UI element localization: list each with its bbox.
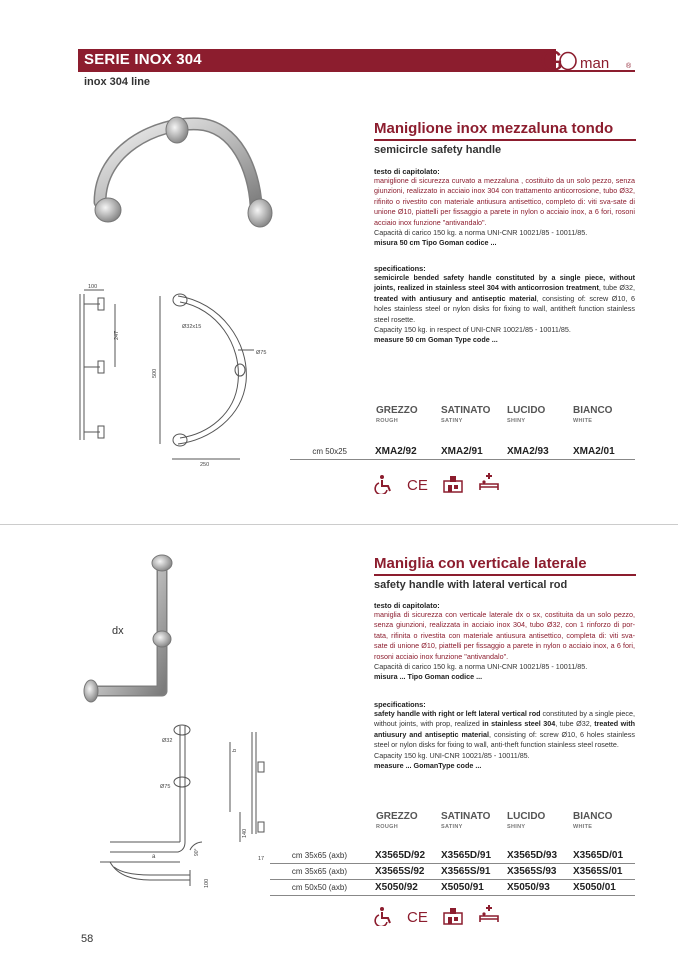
ce-mark-text: CE [407, 477, 428, 494]
product1-code-satinato: XMA2/91 [441, 446, 483, 457]
product2-spec-d: , tube Ø32, [555, 719, 595, 729]
product1-title: Maniglione inox mezzaluna tondo [374, 120, 614, 137]
dim-a: a [152, 854, 156, 860]
series-subtitle: inox 304 line [84, 76, 151, 88]
product1-cap-a: maniglione di sicurezza curvato a mezzaluna , costituito da un solo pezzo, senza giunzioni, realizzato in acciaio inox 304 con trattamento anticorrosione, tubo Ø32, rifinito o rivestito con materiale antiusura antisettico, completo di: viti sva-sate di unione Ø10, piattelli per fissaggio a parete in nylon o acciaio inox, a 6 fori, rosoni acciaio inox funzione "antivandalo". [374, 176, 635, 227]
product2-cap-text [374, 610, 635, 683]
product1-title-rule [374, 139, 636, 141]
finish-satinato-2: SATINATO [441, 811, 491, 822]
dim-500: 500 [152, 368, 158, 378]
page-number: 58 [81, 933, 94, 945]
wheelchair-icon-2 [373, 906, 395, 926]
product1-code-grezzo: XMA2/92 [375, 446, 417, 457]
dim-angle: 90° [194, 848, 200, 856]
product2-row1-satinato: X3565D/91 [441, 850, 492, 861]
product1-row-rule [290, 459, 635, 460]
product2-row2-grezzo: X3565S/92 [375, 866, 425, 877]
logo-letter-g: G [540, 45, 564, 76]
product1-subtitle: semicircle safety handle [374, 144, 502, 156]
finish-satinato-1: SATINATO [441, 405, 491, 416]
product2-title-rule [374, 574, 636, 576]
wheelchair-icon [373, 474, 395, 494]
product2-row3-rule [270, 895, 635, 896]
product2-row2-lucido: X3565S/93 [507, 866, 557, 877]
finish-satiny-1: SATINY [441, 418, 463, 424]
dx-label: dx [112, 625, 124, 637]
product2-row2-size: cm 35x65 (axb) [291, 867, 347, 876]
finish-shiny-2: SHINY [507, 824, 526, 830]
ce-mark-text-2: CE [407, 909, 428, 926]
dim-100-top: 100 [88, 284, 98, 290]
medical-bed-icon [478, 472, 500, 492]
product2-subtitle: safety handle with lateral vertical rod [374, 579, 568, 591]
finish-rough-1: ROUGH [376, 418, 398, 424]
finish-white-2: WHITE [573, 824, 593, 830]
product2-spec-e: treated with antiusury and antiseptic material [374, 719, 635, 739]
product2-drawing [90, 722, 285, 900]
product2-title: Maniglia con verticale laterale [374, 555, 587, 572]
product1-drawing [60, 282, 275, 467]
product2-spec-a: safety handle with right or left lateral vertical rod [374, 709, 541, 718]
logo-text-man: man [580, 55, 610, 72]
section-divider [0, 524, 678, 525]
product2-cap-c: misura ... Tipo Goman codice ... [374, 672, 483, 682]
product1-code-lucido: XMA2/93 [507, 446, 549, 457]
logo-registered: ® [626, 63, 632, 70]
dim-dia-2: Ø75 [160, 784, 171, 790]
product2-row3-satinato: X5050/91 [441, 882, 484, 893]
product2-spec-f: , consisting of: screw Ø10, 6 holes stainless steel or nylon disks for fixing to wall, anti-theft function stainless steel rosette. [374, 729, 635, 750]
hospital-icon-2 [442, 906, 464, 926]
dim-tube: Ø32x15 [182, 324, 202, 330]
product2-row1-grezzo: X3565D/92 [375, 850, 426, 861]
product2-row2-satinato: X3565S/91 [441, 866, 491, 877]
ce-mark-icon-2 [406, 906, 430, 926]
dim-247: 247 [114, 330, 120, 340]
product1-spec-e: Capacity 150 kg. in respect of UNI-CNR 10021/85 - 10011/85. [374, 325, 571, 335]
dim-dia: Ø75 [256, 350, 267, 356]
dim-140: 140 [242, 828, 248, 838]
finish-lucido-1: LUCIDO [507, 405, 546, 416]
product2-row1-rule [270, 863, 635, 864]
product1-code-bianco: XMA2/01 [573, 446, 615, 457]
product1-row-size: cm 50x25 [312, 447, 347, 456]
product2-row1-size: cm 35x65 (axb) [291, 851, 347, 860]
product2-spec-g: Capacity 150 kg. UNI-CNR 10021/85 - 10011/85. [374, 750, 530, 760]
dim-250: 250 [200, 462, 210, 467]
dim-b: b [232, 748, 238, 752]
finish-grezzo-2: GREZZO [376, 811, 418, 822]
goman-logo [538, 44, 638, 76]
finish-satiny-2: SATINY [441, 824, 463, 830]
product2-row1-lucido: X3565D/93 [507, 850, 558, 861]
series-title: SERIE INOX 304 [84, 51, 202, 68]
ce-mark-icon [406, 474, 430, 494]
finish-rough-2: ROUGH [376, 824, 398, 830]
product2-photo [78, 553, 190, 713]
product2-row3-lucido: X5050/93 [507, 882, 550, 893]
product2-row2-rule [270, 879, 635, 880]
hospital-icon [442, 474, 464, 494]
finish-lucido-2: LUCIDO [507, 811, 546, 822]
product1-cap-c: misura 50 cm Tipo Goman codice ... [374, 238, 497, 248]
product1-cap-b: Capacità di carico 150 kg. a norma UNI-CNR 10021/85 - 10011/85. [374, 228, 588, 238]
product1-spec-b: , tube Ø32, [598, 283, 635, 293]
product2-cap-b: Capacità di carico 150 kg. a norma UNI-CNR 10021/85 - 10011/85. [374, 662, 588, 672]
dim-17: 17 [258, 856, 265, 862]
product1-spec-d: , consisting of: screw Ø10, 6 holes stainless steel or nylon disks for fixing to wall, antitheft function stainless steel rosette. [374, 293, 635, 324]
finish-shiny-1: SHINY [507, 418, 526, 424]
finish-grezzo-1: GREZZO [376, 405, 418, 416]
product2-row1-bianco: X3565D/01 [573, 850, 624, 861]
product2-spec-c: in stainless steel 304 [482, 719, 556, 729]
product1-spec-c: treated with antiusury and antiseptic material [374, 293, 537, 303]
product2-row3-size: cm 50x50 (axb) [291, 883, 347, 892]
product2-spec-b: constituted by a single piece, without joints, with prop, realized [374, 709, 636, 729]
product1-photo [86, 110, 281, 250]
product1-cap-text [374, 176, 635, 249]
product1-spec-f: measure 50 cm Goman Type code ... [374, 335, 498, 345]
product2-cap-a: maniglia di sicurezza con verticale laterale dx o sx, costituita da un solo pezzo, senza giunzioni, realizzata in acciaio inox 304, tubo Ø32, con 1 rinforzo di por-tata, rifinita o rivestita con materiale antiusura antisettico, completa di: viti sva-sate di unione Ø10, piattelli per fissaggio a parete in nylon o acciaio inox, a 6 fori, rosoni acciaio inox funzione "antivandalo". [374, 610, 635, 661]
product2-row3-bianco: X5050/01 [573, 882, 616, 893]
product2-cap-head: testo di capitolato: [374, 601, 440, 610]
finish-bianco-2: BIANCO [573, 811, 613, 822]
product1-cap-head: testo di capitolato: [374, 167, 440, 176]
medical-bed-icon-2 [478, 904, 500, 924]
product1-spec-head: specifications: [374, 264, 426, 273]
product2-spec-text [374, 709, 635, 771]
product2-spec-head: specifications: [374, 700, 426, 709]
dim-100-2: 100 [204, 878, 210, 888]
product2-row3-grezzo: X5050/92 [375, 882, 418, 893]
dim-tube-2: Ø32 [162, 738, 173, 744]
product1-spec-text [374, 273, 635, 346]
product2-row2-bianco: X3565S/01 [573, 866, 623, 877]
product2-spec-h: measure ... GomanType code ... [374, 761, 482, 771]
finish-white-1: WHITE [573, 418, 593, 424]
finish-bianco-1: BIANCO [573, 405, 613, 416]
product1-spec-a: semicircle bended safety handle constituted by a single piece, without joints, realized in stainless steel 304 with anticorrosion treatment [374, 273, 635, 293]
